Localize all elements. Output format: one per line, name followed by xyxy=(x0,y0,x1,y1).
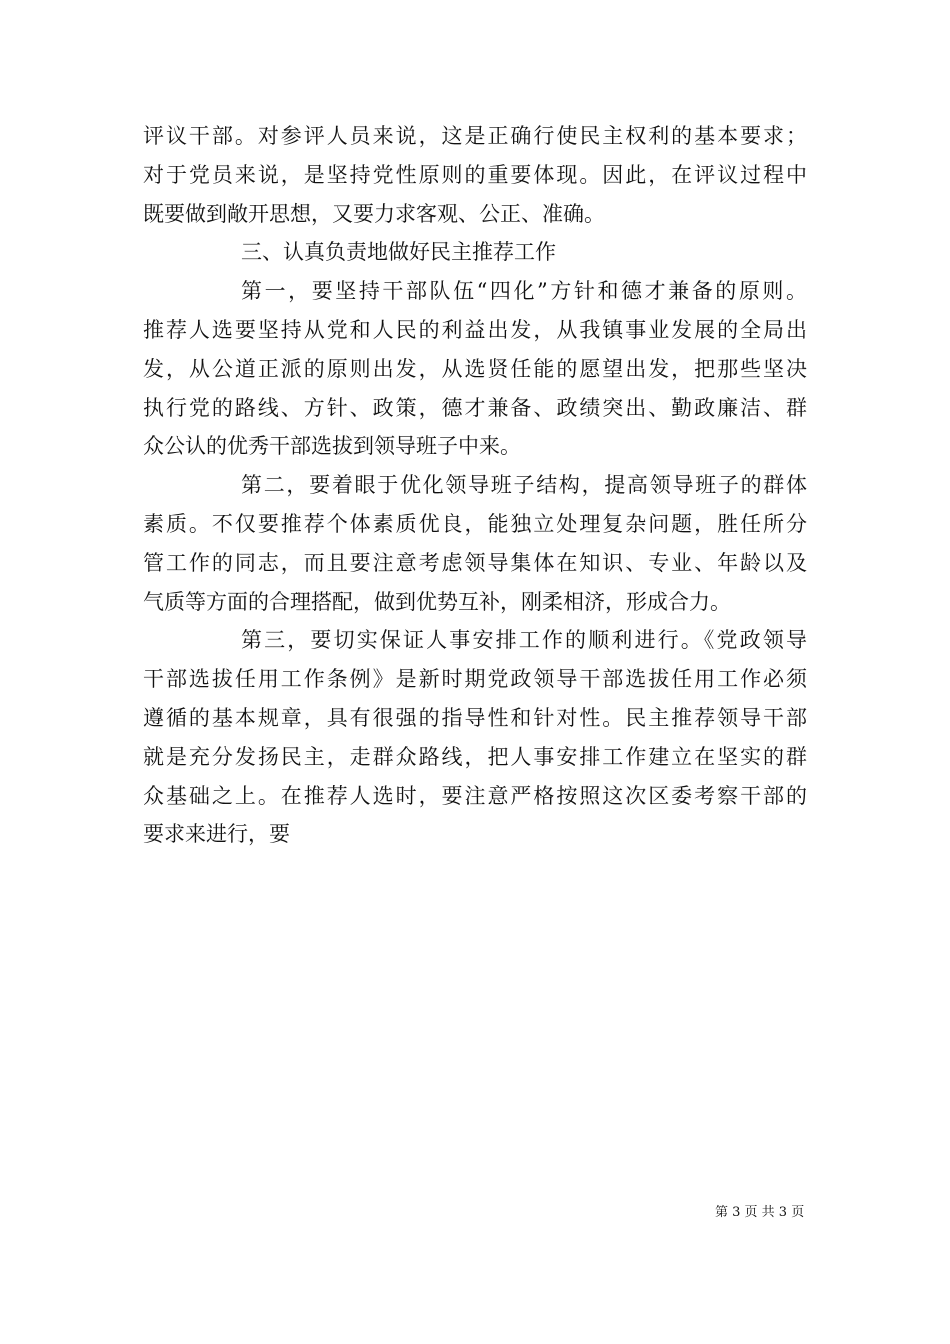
text-line: 发，从公道正派的原则出发，从选贤任能的愿望出发，把那些坚决 xyxy=(143,356,807,381)
text-line: 评议干部。对参评人员来说，这是正确行使民主权利的基本要求； xyxy=(143,124,807,148)
text-line: 执行党的路线、方针、政策，德才兼备、政绩突出、勤政廉洁、群 xyxy=(143,395,807,420)
text-line: 素质。不仅要推荐个体素质优良，能独立处理复杂问题，胜任所分 xyxy=(143,511,807,536)
paragraph-1 xyxy=(143,117,807,233)
text-line: 就是充分发扬民主，走群众路线，把人事安排工作建立在坚实的群 xyxy=(143,744,807,769)
paragraph-2 xyxy=(143,272,807,466)
text-line: 众公认的优秀干部选拔到领导班子中来。 xyxy=(143,434,521,459)
section-heading xyxy=(143,233,807,272)
text-line: 既要做到敞开思想，又要力求客观、公正、准确。 xyxy=(143,201,605,226)
paragraph-3 xyxy=(143,466,807,621)
text-line: 气质等方面的合理搭配，做到优势互补，刚柔相济，形成合力。 xyxy=(143,589,731,614)
text-line: 对于党员来说，是坚持党性原则的重要体现。因此，在评议过程中 xyxy=(143,162,807,187)
text-line: 第二，要着眼于优化领导班子结构，提高领导班子的群体 xyxy=(241,473,807,498)
text-line: 第三，要切实保证人事安排工作的顺利进行。《党政领导 xyxy=(241,628,807,653)
text-line: 众基础之上。在推荐人选时，要注意严格按照这次区委考察干部的 xyxy=(143,783,807,808)
text-line: 推荐人选要坚持从党和人民的利益出发，从我镇事业发展的全局出 xyxy=(143,317,807,342)
text-line: 管工作的同志，而且要注意考虑领导集体在知识、专业、年龄以及 xyxy=(143,550,807,575)
paragraph-4 xyxy=(143,621,807,854)
text-line: 第一，要坚持干部队伍“四化”方针和德才兼备的原则。 xyxy=(241,279,807,304)
text-line: 要求来进行，要 xyxy=(143,822,290,847)
heading-line: 三、认真负责地做好民主推荐工作 xyxy=(241,240,556,265)
text-line: 干部选拔任用工作条例》是新时期党政领导干部选拔任用工作必须 xyxy=(143,667,807,692)
page-number-footer: 第 3 页 共 3 页 xyxy=(715,1205,805,1220)
document-body xyxy=(143,117,807,854)
text-line: 遵循的基本规章，具有很强的指导性和针对性。民主推荐领导干部 xyxy=(143,705,807,730)
